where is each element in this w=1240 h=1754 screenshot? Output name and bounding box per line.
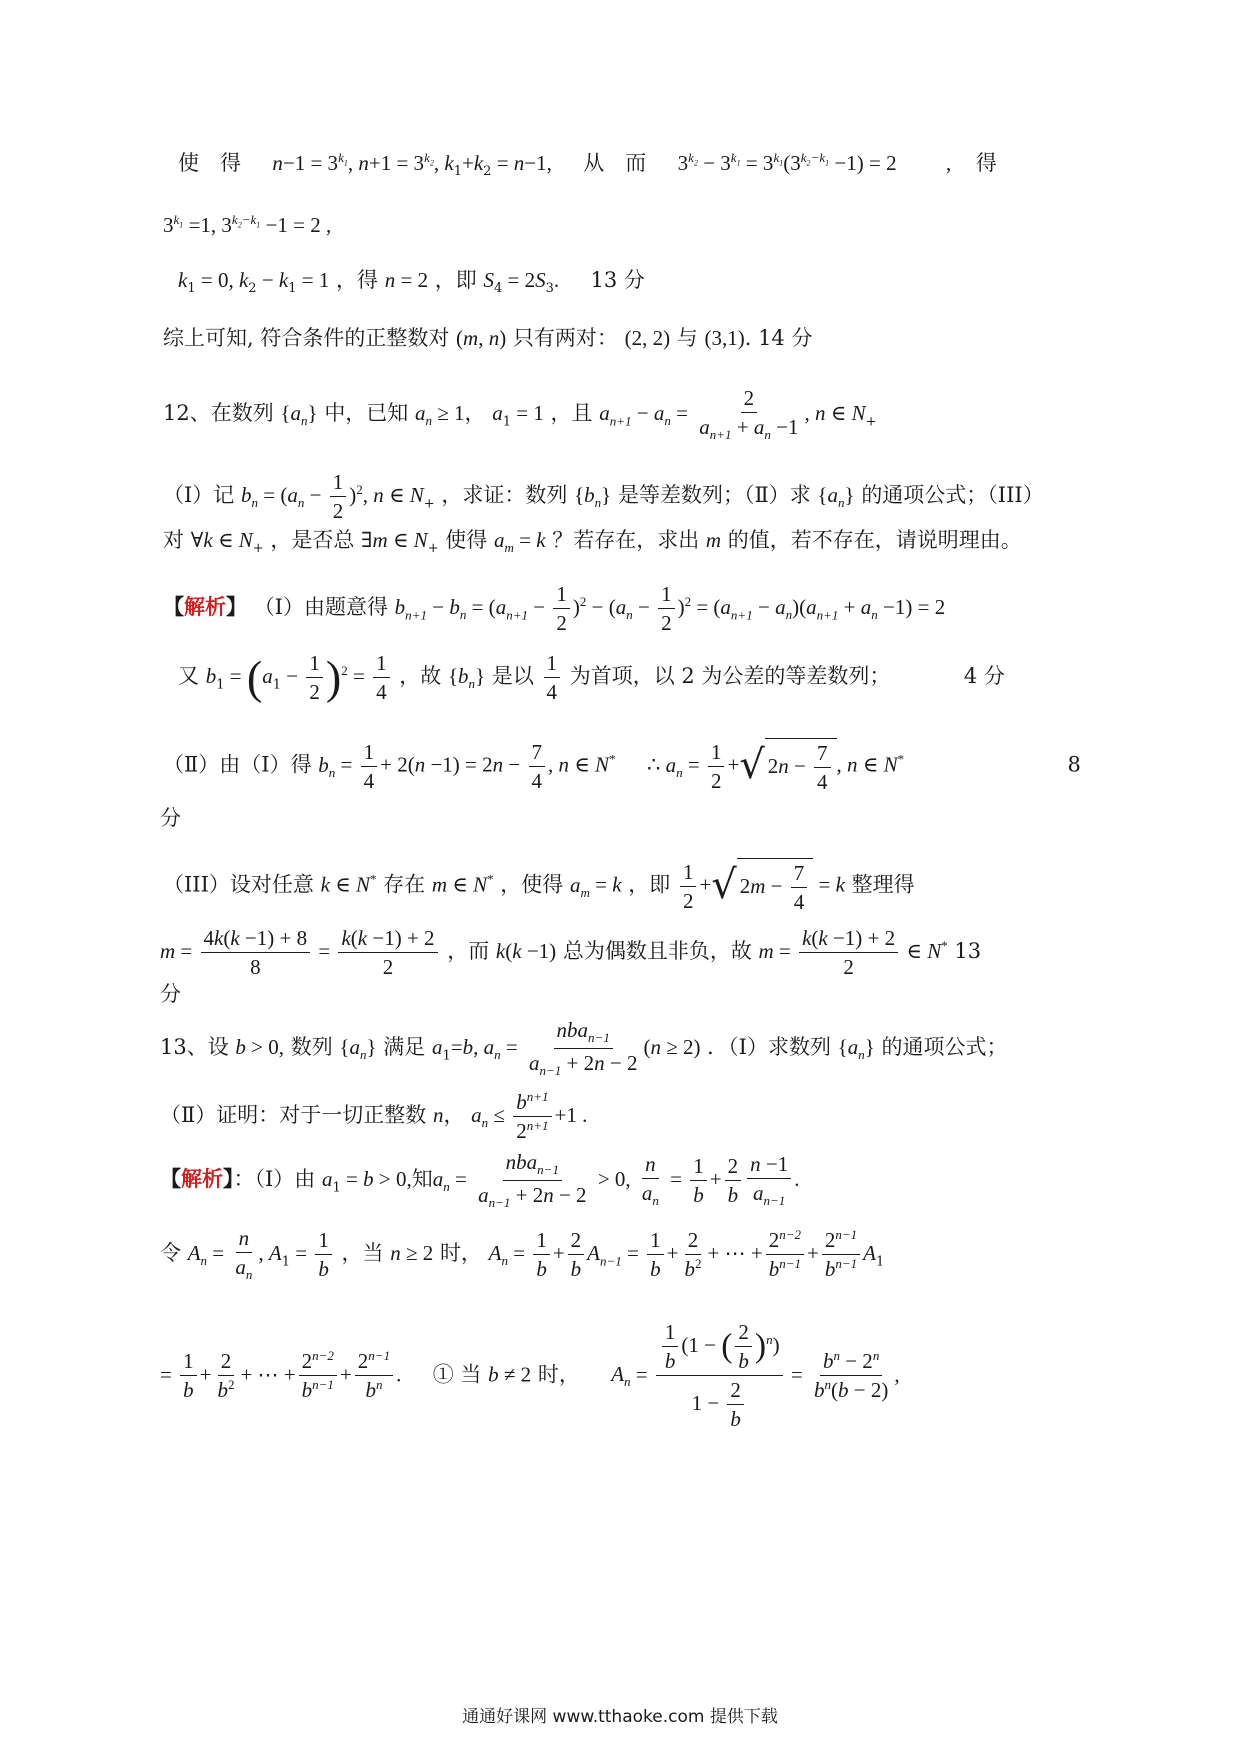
- solution-line-3: $k_1 = 0$, $k_2 - k_1 = 1$ ，得 n = 2 ，即 $S_4 = 2S_3$. 13 分: [178, 268, 645, 297]
- q12-text-exist: ，是否总: [270, 528, 355, 552]
- q12-number: 12、在数列: [163, 401, 274, 426]
- a13-part-I: ：（Ⅰ）由: [233, 1167, 316, 1192]
- a12-text-er: ，而: [447, 939, 490, 964]
- a12-text-zhengli: 整理得: [851, 872, 915, 897]
- a12-part-III: （III）设对任意: [163, 872, 314, 897]
- a12-text-ji: ，即: [628, 872, 671, 897]
- a13-text-shi: 时，: [439, 1241, 482, 1266]
- text-ji: ，即: [434, 268, 477, 292]
- q13-number: 13、设: [160, 1035, 229, 1060]
- a13-text-ling: 令: [160, 1241, 181, 1266]
- a13-line-1: 【解析】：（Ⅰ）由 $a_1 = b > 0$,知$a_n$ = $\frac{nba_{n-1}}{a_{n-1} + 2n - 2}$ > 0, $\frac{n}{a_n}$ = $\frac{1}{b}$ + $\frac{2}{b}$ $\frac{n -1}{a_{n-1}}$ .: [160, 1150, 800, 1211]
- jiexi-bracket-open: 【: [163, 594, 184, 620]
- q12-text-value: 的值，若不存在，请说明理由。: [727, 528, 1022, 552]
- q13-part-II: （Ⅱ）证明：对于一切正整数: [160, 1103, 427, 1128]
- a12-line-3-fen: [160, 806, 1130, 831]
- q13-text-manzu: 满足: [383, 1035, 426, 1060]
- q12-text-for: 对: [163, 528, 184, 552]
- q13-part-I: ．（Ⅰ）求数列: [707, 1035, 831, 1060]
- q12-text-general: 的通项公式；（III）: [861, 483, 1044, 508]
- score-fen-1: 分: [160, 806, 181, 830]
- summary-text-a: 综上可知, 符合条件的正整数对: [163, 326, 450, 350]
- a12-text-cunzai: 存在: [383, 872, 426, 897]
- q12-text-arith: 是等差数列；（Ⅱ）求: [617, 483, 811, 508]
- a13-line-2: 令 $A_n$ = $\frac{n}{a_n}$ , $A_1$ = $\frac{1}{b}$ ，当 n ≥ 2 时， $A_n$ = $\frac{1}{b}$ + $\frac{2}{b}$ $A_{n-1}$ = $\frac{1}{b}$ + $\frac{2}{b^2}$ + ⋯ + $\frac{2^{n-2}}{b^{n-1}}$ + $\frac{2^{n-1}}{b^{n-1}}$ $A_1$: [160, 1226, 885, 1283]
- text-shi-de: 使 得: [178, 151, 241, 175]
- summary-text-c: 与: [676, 326, 698, 350]
- score-13: 13 分: [590, 268, 645, 292]
- text-de: 得: [975, 151, 997, 175]
- q12-statement-line-1: 12、在数列 $\{a_n\}$ 中，已知 $a_n \ge 1$， $a_1 = 1$ ，且 $a_{n+1} - a_n$ = $\frac{2}{a_{n+1} + a_n -1}$ , n ∈ $N_+$: [163, 386, 877, 443]
- jiexi-bracket-open-2: 【: [160, 1166, 181, 1192]
- solution-line-1: 使 得 $n-1 = 3^{k_1}$, $n+1 = 3^{k_2}$, $k_1+k_2 = n-1$, 从 而 $3^{k_2} - 3^{k_1} = 3^{k_1}(3^{k_2-k_1} -1) = 2$ , 得: [178, 150, 997, 180]
- q12-statement-line-3: 对 ∀k ∈ $N_+$ ，是否总 ∃m ∈ $N_+$ 使得 $a_m = k$ ？若存在，求出 m 的值，若不存在，请说明理由。: [163, 528, 1022, 557]
- q12-text-ask: ？若存在，求出: [552, 528, 700, 552]
- a12-text-ouhao: 总为偶数且非负，故: [562, 939, 752, 964]
- score-fen-2: 分: [160, 982, 181, 1006]
- q12-text-shi: 使得: [445, 528, 488, 552]
- q12-text-zhong: 中，已知: [324, 401, 409, 426]
- q12-statement-line-2: （Ⅰ）记 $b_n = (a_n$ − $\frac{1}{2}$ )$^2$, n ∈ $N_+$ ，求证：数列 $\{b_n\}$ 是等差数列；（Ⅱ）求 $\{a_n\}$ 的通项公式；（III）: [163, 470, 1044, 524]
- a12-line-5-fen: [160, 982, 1130, 1007]
- solution-line-2: $3^{k_1} =1$, $3^{k_2-k_1} -1 = 2$ ,: [163, 212, 332, 237]
- a13-circle-1: ①: [432, 1362, 454, 1387]
- q13-text-shulie: 数列: [290, 1035, 333, 1060]
- score-4: 4 分: [963, 664, 1005, 689]
- a12-text-shide: ，使得: [500, 872, 564, 897]
- a12-line-2: 又 $b_1 = (a_1$ − $\frac{1}{2}$ )$^2$ = $\frac{1}{4}$ ，故 $\{b_n\}$ 是以 $\frac{1}{4}$ 为首项，以 2 为公差的等差数列； 4 分: [178, 651, 1005, 705]
- a13-text-dang: ，当: [341, 1241, 384, 1266]
- q13-text-general: 的通项公式；: [881, 1035, 1008, 1060]
- a13-text-shi2: 时，: [537, 1362, 580, 1387]
- jiexi-bracket-close: 】: [226, 594, 247, 620]
- a13-text-zhi: 知: [411, 1167, 433, 1192]
- a12-line-4: （III）设对任意 k ∈ N* 存在 m ∈ N* ，使得 $a_m = k$ ，即 $\frac{1}{2}$ +√ 2m − $\frac{7}{4}$ = k 整理得: [163, 859, 915, 915]
- summary-text-d: . 14 分: [744, 326, 813, 350]
- q12-part-I: （Ⅰ）记: [163, 483, 235, 508]
- jiexi-label: 解析: [184, 595, 226, 620]
- text-cong-er: 从 而: [583, 151, 647, 175]
- q12-text-prove: ，求证：数列: [441, 483, 568, 508]
- jiexi-bracket-close-2: 】: [223, 1166, 234, 1192]
- text-de2: ，得: [336, 268, 379, 292]
- q13-statement-line-2: （Ⅱ）证明：对于一切正整数 n， $a_n$ ≤ $\frac{b^{n+1}}{2^{n+1}}$ +1 .: [160, 1089, 588, 1144]
- a12-part-II: （Ⅱ）由（Ⅰ）得: [163, 752, 312, 777]
- a12-text-gu: ，故: [399, 664, 442, 689]
- page-footer: 通通好课网 www.tthaoke.com 提供下载: [462, 1707, 778, 1727]
- jiexi-label-2: 解析: [181, 1167, 223, 1192]
- score-8: 8: [1067, 752, 1081, 777]
- a12-text-shiyi: 是以: [491, 664, 534, 689]
- a13-text-dang2: 当: [460, 1362, 482, 1387]
- a12-line-3: （Ⅱ）由（Ⅰ）得 $b_n$ = $\frac{1}{4}$ + 2(n −1) = 2n − $\frac{7}{4}$ , n ∈ N* ∴ $a_n$ = $\frac{1}{2}$ +√ 2n − $\frac{7}{4}$ , n ∈ N* 8: [163, 739, 1081, 795]
- summary-text-b: 只有两对：: [512, 326, 618, 350]
- a12-text-you: 又: [178, 664, 199, 689]
- a12-part-I: （Ⅰ）由题意得: [253, 595, 388, 620]
- a12-line-5: m = $\frac{4k(k -1) + 8}{8}$ = $\frac{k(k -1) + 2}{2}$ ，而 k(k −1) 总为偶数且非负，故 m = $\frac{k(k -1) + 2}{2}$ ∈ N* 13: [160, 926, 982, 980]
- score-13b: 13: [954, 939, 982, 964]
- summary-line: 综上可知, 符合条件的正整数对 (m, n) 只有两对： (2, 2) 与 (3,1). 14 分: [163, 326, 813, 350]
- q13-statement-line-1: 13、设 b > 0, 数列 $\{a_n\}$ 满足 $a_1=b$, $a_n$ = $\frac{nba_{n-1}}{a_{n-1} + 2n - 2}$ (n ≥ 2) ．（Ⅰ）求数列 $\{a_n\}$ 的通项公式；: [160, 1018, 1008, 1079]
- a12-text-shouxiang: 为首项，以 2 为公差的等差数列；: [569, 664, 891, 689]
- a13-line-3: = $\frac{1}{b}$ + $\frac{2}{b^2}$ + ⋯ + $\frac{2^{n-2}}{b^{n-1}}$ + $\frac{2^{n-1}}{b^n}$ . ① 当 b ≠ 2 时， $A_n$ = $\frac{1}{b}$ (1 − ( $\frac{2}{b}$ )$^n$) 1 − $\frac{2}{b}$ = $\frac{b^n - 2^n}{b^n(b - 2)}$ ,: [160, 1320, 900, 1432]
- q12-text-qie: ，且: [550, 401, 593, 426]
- a12-line-1: 【解析】 （Ⅰ）由题意得 $b_{n+1} - b_n = (a_{n+1}$ − $\frac{1}{2}$ )$^2 - (a_n$ − $\frac{1}{2}$ )$^2 = (a_{n+1} - a_n)(a_{n+1} + a_n -1) = 2$: [163, 582, 946, 636]
